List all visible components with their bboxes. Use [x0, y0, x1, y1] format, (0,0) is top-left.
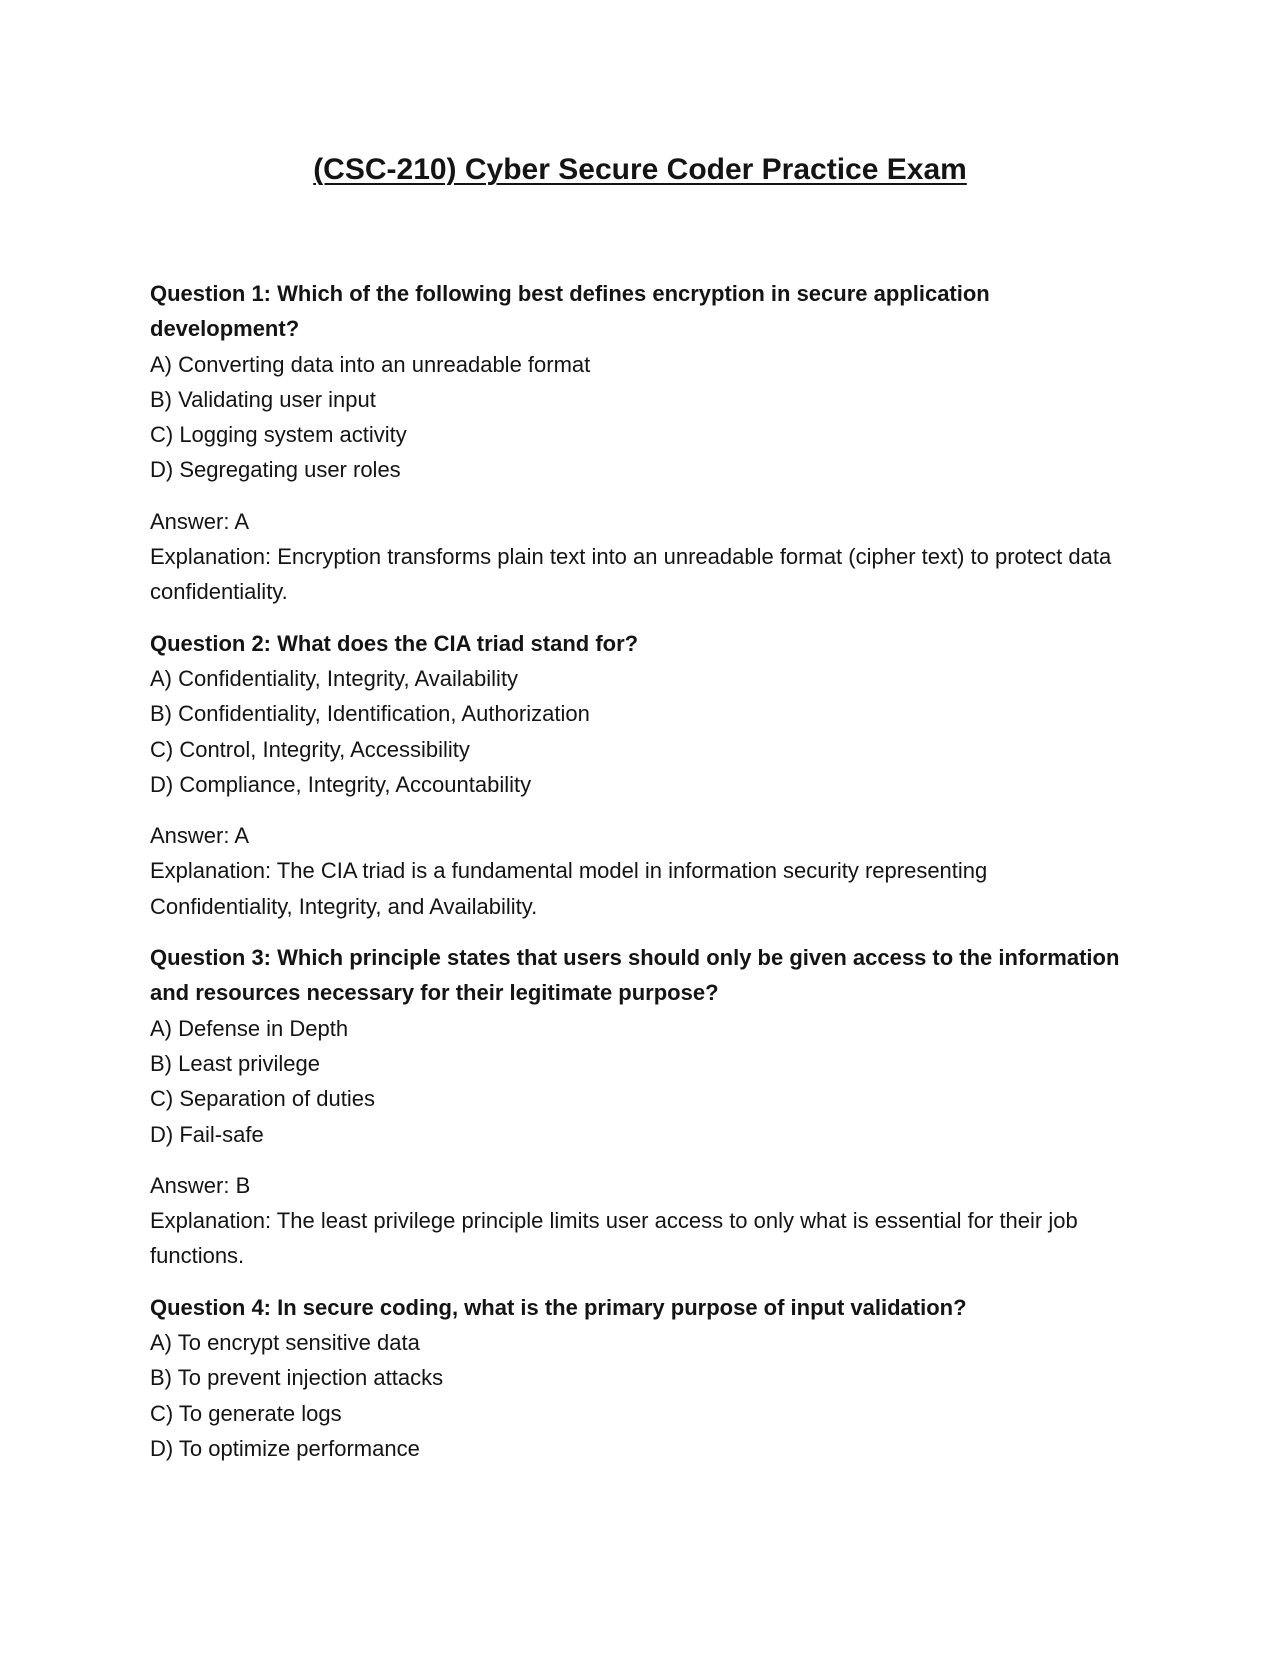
- answer: Answer: B: [150, 1172, 251, 1198]
- option-a: A) To encrypt sensitive data: [150, 1330, 420, 1356]
- option-c: C) Separation of duties: [150, 1086, 376, 1112]
- option-b: B) To prevent injection attacks: [150, 1365, 444, 1391]
- document-title: [0, 150, 1280, 190]
- explanation: Explanation: The least privilege principle limits user access to only what is essential for their job functions.: [150, 1208, 1078, 1269]
- option-c: C) Control, Integrity, Accessibility: [150, 736, 470, 762]
- option-d: D) Segregating user roles: [150, 457, 401, 483]
- document-body: [150, 276, 1130, 1482]
- question-2: [150, 626, 1130, 924]
- question-text: Question 4: In secure coding, what is the primary purpose of input validation?: [150, 1294, 967, 1320]
- option-d: D) To optimize performance: [150, 1435, 420, 1461]
- option-b: B) Validating user input: [150, 386, 376, 412]
- question-3: [150, 940, 1130, 1274]
- answer: Answer: A: [150, 508, 250, 534]
- option-c: C) To generate logs: [150, 1400, 342, 1426]
- question-text: Question 1: Which of the following best defines encryption in secure application development?: [150, 281, 990, 342]
- option-c: C) Logging system activity: [150, 422, 407, 448]
- question-4: [150, 1290, 1130, 1466]
- question-1: [150, 276, 1130, 610]
- option-d: D) Compliance, Integrity, Accountability: [150, 771, 532, 797]
- document-title-text: (CSC-210) Cyber Secure Coder Practice Exam: [313, 153, 967, 186]
- option-d: D) Fail-safe: [150, 1121, 264, 1147]
- option-a: A) Confidentiality, Integrity, Availability: [150, 665, 519, 691]
- explanation: Explanation: The CIA triad is a fundamental model in information security representing Confidentiality, Integrity, and Availability.: [150, 858, 988, 919]
- explanation: Explanation: Encryption transforms plain text into an unreadable format (cipher text) to protect data confidentiality.: [150, 544, 1112, 605]
- option-a: A) Defense in Depth: [150, 1015, 349, 1041]
- question-text: Question 3: Which principle states that users should only be given access to the information and resources necessary for their legitimate purpose?: [150, 945, 1120, 1006]
- answer: Answer: A: [150, 823, 250, 849]
- option-b: B) Least privilege: [150, 1050, 320, 1076]
- question-text: Question 2: What does the CIA triad stand for?: [150, 630, 639, 656]
- option-b: B) Confidentiality, Identification, Authorization: [150, 701, 590, 727]
- option-a: A) Converting data into an unreadable format: [150, 351, 591, 377]
